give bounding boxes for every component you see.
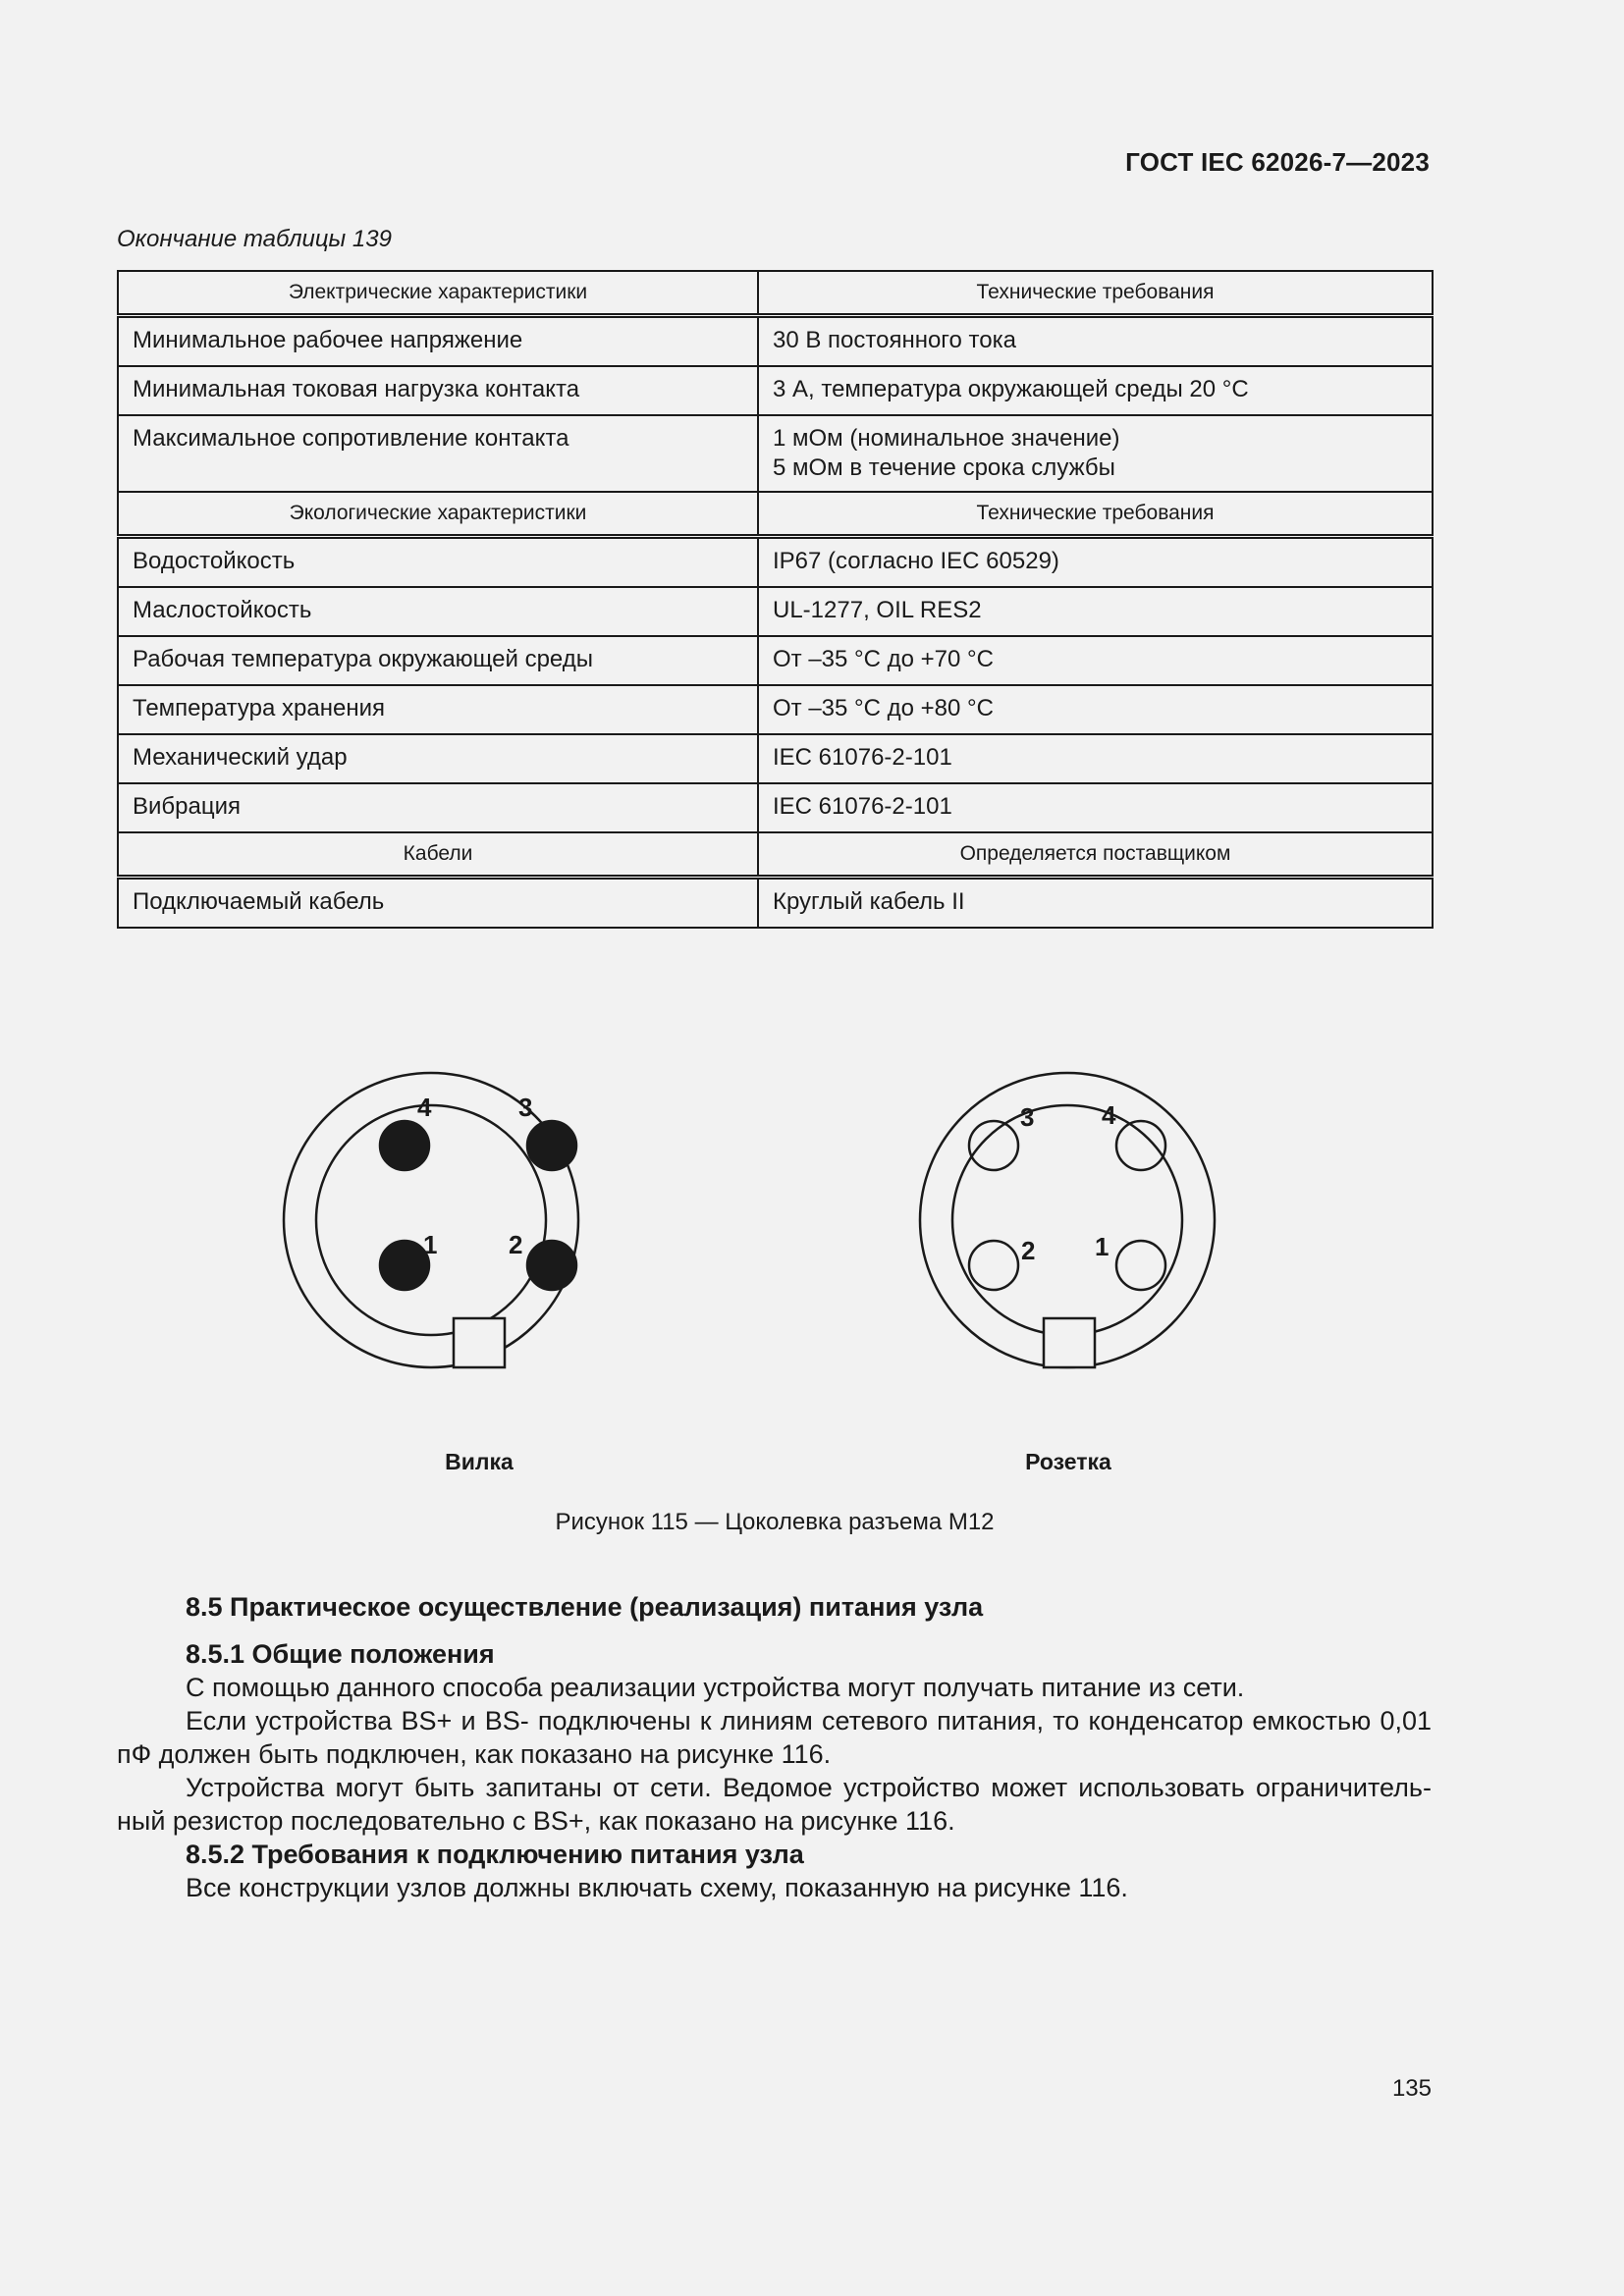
- row-name: Максимальное сопротивление контакта: [118, 415, 758, 492]
- plug-pin-1-label: 1: [423, 1230, 438, 1259]
- row-name: Подключаемый кабель: [118, 878, 758, 929]
- plug-label: Вилка: [445, 1449, 514, 1474]
- table-row: [118, 734, 1433, 783]
- value-line: 1 мОм (номинальное значение): [773, 425, 1120, 452]
- row-value: IEC 61076-2-101: [758, 734, 1433, 783]
- header-cell: Электрические характеристики: [118, 271, 758, 316]
- section-heading: 8.5 Практическое осуществление (реализация) питания узла: [186, 1592, 984, 1622]
- table-row: [118, 366, 1433, 415]
- row-name: Минимальное рабочее напряжение: [118, 316, 758, 367]
- header-cell: Технические требования: [758, 271, 1433, 316]
- paragraph: С помощью данного способа реализации устройства могут получать питание из сети.: [186, 1673, 1245, 1702]
- row-value: От –35 °C до +70 °C: [758, 636, 1433, 685]
- row-name: Водостойкость: [118, 537, 758, 588]
- row-name: Минимальная токовая нагрузка контакта: [118, 366, 758, 415]
- table-row: [118, 878, 1433, 929]
- plug-pin-4-label: 4: [417, 1093, 432, 1122]
- plug-pin-3: [527, 1121, 576, 1170]
- table-row: [118, 685, 1433, 734]
- header-cell: Технические требования: [758, 492, 1433, 537]
- table-row: [118, 587, 1433, 636]
- value-line: 5 мОм в течение срока службы: [773, 454, 1115, 481]
- m12-pinout-figure: [0, 1011, 1624, 1522]
- table-row: [118, 537, 1433, 588]
- table-row: [118, 316, 1433, 367]
- row-value: 30 В постоянного тока: [758, 316, 1433, 367]
- table-section-header: [118, 492, 1433, 537]
- socket-pin-3-label: 3: [1020, 1102, 1035, 1132]
- row-value: IEC 61076-2-101: [758, 783, 1433, 832]
- document-code: ГОСТ IEC 62026-7—2023: [1125, 147, 1430, 177]
- figure-caption: Рисунок 115 — Цоколевка разъема M12: [555, 1509, 995, 1535]
- table-row: [118, 636, 1433, 685]
- body-text: [117, 1590, 1432, 1904]
- table-caption: Окончание таблицы 139: [117, 226, 392, 252]
- row-value: IP67 (согласно IEC 60529): [758, 537, 1433, 588]
- row-value: Круглый кабель II: [758, 878, 1433, 929]
- row-value: UL-1277, OIL RES2: [758, 587, 1433, 636]
- row-name: Рабочая температура окружающей среды: [118, 636, 758, 685]
- row-name: Маслостойкость: [118, 587, 758, 636]
- socket-pin-2-label: 2: [1021, 1236, 1036, 1265]
- row-name: Механический удар: [118, 734, 758, 783]
- table-row: [118, 783, 1433, 832]
- socket-pin-1: [1116, 1241, 1165, 1290]
- plug-pin-3-label: 3: [518, 1093, 533, 1122]
- paragraph: Если устройства BS+ и BS- подключены к линиям сетевого питания, то конденсатор емкостью 0,01 пФ должен быть подключен, как показано на рисунке 116.: [117, 1706, 1432, 1769]
- socket-pin-4-label: 4: [1102, 1100, 1116, 1130]
- table-row: [118, 415, 1433, 492]
- socket-pin-4: [1116, 1121, 1165, 1170]
- header-cell: Экологические характеристики: [118, 492, 758, 537]
- socket-label: Розетка: [1025, 1449, 1111, 1474]
- plug-pin-2: [527, 1241, 576, 1290]
- table-section-header: [118, 832, 1433, 878]
- row-name: Вибрация: [118, 783, 758, 832]
- row-value: От –35 °C до +80 °C: [758, 685, 1433, 734]
- subsection-heading: 8.5.2 Требования к подключению питания узла: [186, 1840, 804, 1869]
- socket-inner-ring: [952, 1105, 1182, 1335]
- socket-connector: [920, 1073, 1215, 1367]
- socket-pin-3: [969, 1121, 1018, 1170]
- socket-pin-1-label: 1: [1095, 1232, 1110, 1261]
- table-section-header: [118, 271, 1433, 316]
- header-cell: Определяется поставщиком: [758, 832, 1433, 878]
- row-value: 3 А, температура окружающей среды 20 °C: [758, 366, 1433, 415]
- plug-pin-1: [380, 1241, 429, 1290]
- paragraph: Устройства могут быть запитаны от сети. Ведомое устройство может использовать ограничительный резистор последовательно с BS+, как показано на рисунке 116.: [117, 1773, 1432, 1836]
- plug-pin-4: [380, 1121, 429, 1170]
- socket-key: [1044, 1318, 1095, 1367]
- header-cell: Кабели: [118, 832, 758, 878]
- row-name: Температура хранения: [118, 685, 758, 734]
- spec-table: [117, 270, 1434, 929]
- row-value: [758, 415, 1433, 492]
- page-number: 135: [1391, 2075, 1432, 2102]
- plug-inner-ring: [316, 1105, 546, 1335]
- plug-key: [454, 1318, 505, 1367]
- socket-pin-2: [969, 1241, 1018, 1290]
- paragraph: Все конструкции узлов должны включать схему, показанную на рисунке 116.: [186, 1873, 1128, 1902]
- subsection-heading: 8.5.1 Общие положения: [186, 1639, 495, 1669]
- pinout-drawing: [0, 1011, 1624, 1522]
- plug-pin-2-label: 2: [509, 1230, 523, 1259]
